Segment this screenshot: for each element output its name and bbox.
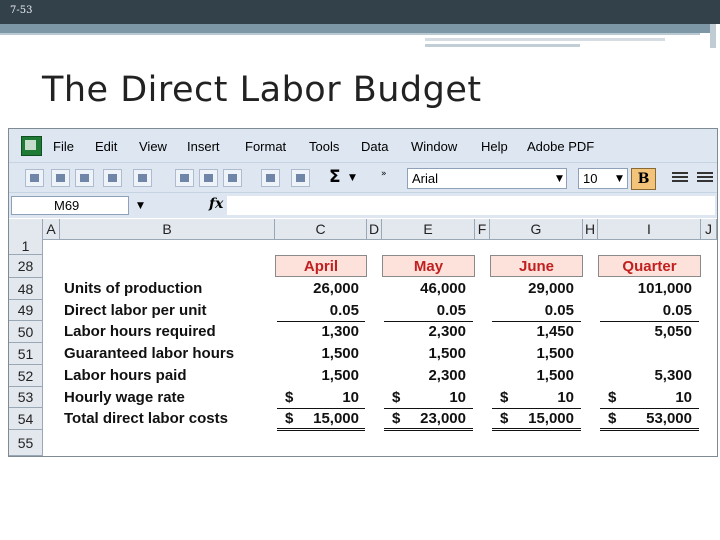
value-cell[interactable]: 1,500	[321, 345, 359, 362]
row-header[interactable]: 49	[9, 300, 43, 321]
value-cell[interactable]: 0.05	[662, 302, 692, 319]
value-cell[interactable]: 29,000	[528, 280, 574, 297]
month-header-april[interactable]: April	[275, 255, 367, 277]
value-cell[interactable]: 53,000	[646, 410, 692, 427]
value-cell[interactable]: 2,300	[428, 323, 466, 340]
toolbar-options-icon[interactable]: »	[381, 169, 387, 179]
standard-toolbar	[9, 162, 717, 193]
row-header[interactable]: 48	[9, 278, 43, 300]
menu-edit[interactable]: Edit	[95, 139, 118, 154]
cell-underline	[384, 321, 473, 322]
value-cell[interactable]: 10	[557, 389, 574, 406]
column-header-c[interactable]: C	[275, 219, 367, 239]
menu-insert[interactable]: Insert	[187, 139, 220, 154]
row-header[interactable]: 50	[9, 321, 43, 343]
row-label[interactable]: Guaranteed labor hours	[64, 345, 235, 362]
value-cell[interactable]: 23,000	[420, 410, 466, 427]
value-cell[interactable]: 10	[449, 389, 466, 406]
new-icon[interactable]	[25, 169, 44, 187]
value-cell[interactable]: 1,500	[321, 367, 359, 384]
value-cell[interactable]: 0.05	[544, 302, 574, 319]
row-header[interactable]: 54	[9, 408, 43, 430]
decorative-rule	[425, 44, 580, 47]
formula-input[interactable]	[227, 196, 715, 215]
column-header-d[interactable]: D	[367, 219, 382, 239]
slide-top-bar	[0, 0, 720, 24]
currency-symbol: $	[285, 410, 294, 427]
fx-icon[interactable]: fx	[209, 196, 224, 212]
value-cell[interactable]: 101,000	[637, 280, 692, 297]
value-cell[interactable]: 0.05	[329, 302, 359, 319]
value-cell[interactable]: 5,050	[654, 323, 692, 340]
row-label[interactable]: Hourly wage rate	[64, 389, 185, 406]
value-cell[interactable]: 1,300	[321, 323, 359, 340]
menu-window[interactable]: Window	[411, 139, 458, 154]
value-cell[interactable]: 10	[342, 389, 359, 406]
currency-symbol: $	[392, 389, 401, 406]
save-icon[interactable]	[75, 169, 94, 187]
cut-icon[interactable]	[175, 169, 194, 187]
column-header-e[interactable]: E	[382, 219, 475, 239]
align-center-icon[interactable]	[697, 172, 713, 184]
column-header-f[interactable]: F	[475, 219, 490, 239]
row-label[interactable]: Total direct labor costs	[64, 410, 228, 427]
cell-underline	[600, 321, 699, 322]
column-header-h[interactable]: H	[583, 219, 598, 239]
column-header-i[interactable]: I	[598, 219, 701, 239]
quarter-header[interactable]: Quarter	[598, 255, 701, 277]
month-header-june[interactable]: June	[490, 255, 583, 277]
select-all-corner[interactable]	[9, 219, 43, 239]
format-painter-icon[interactable]	[261, 169, 280, 187]
menu-adobe-pdf[interactable]: Adobe PDF	[527, 139, 595, 154]
currency-symbol: $	[285, 389, 294, 406]
row-header[interactable]: 51	[9, 343, 43, 365]
autosum-button[interactable]: Σ	[329, 167, 341, 187]
paste-icon[interactable]	[223, 169, 242, 187]
decorative-rule	[425, 38, 665, 41]
decorative-rule	[0, 33, 700, 35]
row-label[interactable]: Labor hours paid	[64, 367, 187, 384]
value-cell[interactable]: 1,500	[428, 345, 466, 362]
align-left-icon[interactable]	[672, 172, 688, 184]
cell-underline	[492, 408, 581, 409]
font-dropdown-icon[interactable]: ▼	[556, 174, 563, 184]
menu-help[interactable]: Help	[481, 139, 508, 154]
value-cell[interactable]: 15,000	[313, 410, 359, 427]
currency-symbol: $	[500, 389, 509, 406]
cell-double-underline	[384, 428, 473, 431]
cell-underline	[600, 408, 699, 409]
cell-double-underline	[600, 428, 699, 431]
print-icon[interactable]	[103, 169, 122, 187]
autosum-dropdown-icon[interactable]: ▼	[349, 173, 356, 183]
value-cell[interactable]: 26,000	[313, 280, 359, 297]
value-cell[interactable]: 1,450	[536, 323, 574, 340]
value-cell[interactable]: 10	[675, 389, 692, 406]
currency-symbol: $	[500, 410, 509, 427]
value-cell[interactable]: 1,500	[536, 345, 574, 362]
value-cell[interactable]: 15,000	[528, 410, 574, 427]
column-header-j[interactable]: J	[701, 219, 717, 239]
spreadsheet-window	[8, 128, 718, 457]
column-header-b[interactable]: B	[60, 219, 275, 239]
row-header[interactable]: 28	[9, 255, 43, 278]
row-label[interactable]: Direct labor per unit	[64, 302, 207, 319]
cell-underline	[492, 321, 581, 322]
column-header-g[interactable]: G	[490, 219, 583, 239]
value-cell[interactable]: 46,000	[420, 280, 466, 297]
row-label[interactable]: Labor hours required	[64, 323, 216, 340]
copy-icon[interactable]	[199, 169, 218, 187]
currency-symbol: $	[608, 389, 617, 406]
value-cell[interactable]: 5,300	[654, 367, 692, 384]
currency-symbol: $	[608, 410, 617, 427]
row-header[interactable]: 53	[9, 387, 43, 408]
menu-format[interactable]: Format	[245, 139, 287, 154]
row-header[interactable]: 55	[9, 430, 43, 456]
row-label[interactable]: Units of production	[64, 280, 203, 297]
column-header-row	[9, 219, 717, 240]
menu-bar	[9, 129, 717, 162]
menu-view[interactable]: View	[139, 139, 167, 154]
preview-icon[interactable]	[133, 169, 152, 187]
name-box[interactable]: M69	[11, 196, 129, 215]
decorative-rule	[710, 24, 716, 48]
excel-app-icon[interactable]	[21, 136, 42, 156]
decorative-rule	[0, 24, 710, 33]
value-cell[interactable]: 1,500	[536, 367, 574, 384]
font-size-select[interactable]: 10	[578, 168, 628, 189]
month-header-may[interactable]: May	[382, 255, 475, 277]
font-name-select[interactable]: Arial	[407, 168, 567, 189]
row-header[interactable]: 52	[9, 365, 43, 387]
bold-button[interactable]: B	[631, 168, 656, 190]
open-icon[interactable]	[51, 169, 70, 187]
size-dropdown-icon[interactable]: ▼	[616, 174, 623, 184]
undo-icon[interactable]	[291, 169, 310, 187]
row-header[interactable]: 1	[9, 239, 43, 255]
menu-file[interactable]: File	[53, 139, 74, 154]
slide-title: The Direct Labor Budget	[42, 70, 482, 110]
cell-double-underline	[492, 428, 581, 431]
cell-underline	[384, 408, 473, 409]
formula-bar	[9, 192, 717, 218]
cell-double-underline	[277, 428, 365, 431]
column-header-a[interactable]: A	[43, 219, 60, 239]
slide-number: 7-53	[10, 5, 33, 16]
menu-data[interactable]: Data	[361, 139, 389, 154]
cell-underline	[277, 408, 365, 409]
value-cell[interactable]: 2,300	[428, 367, 466, 384]
cell-underline	[277, 321, 365, 322]
value-cell[interactable]: 0.05	[436, 302, 466, 319]
currency-symbol: $	[392, 410, 401, 427]
name-box-dropdown-icon[interactable]: ▼	[137, 201, 144, 211]
menu-tools[interactable]: Tools	[309, 139, 340, 154]
